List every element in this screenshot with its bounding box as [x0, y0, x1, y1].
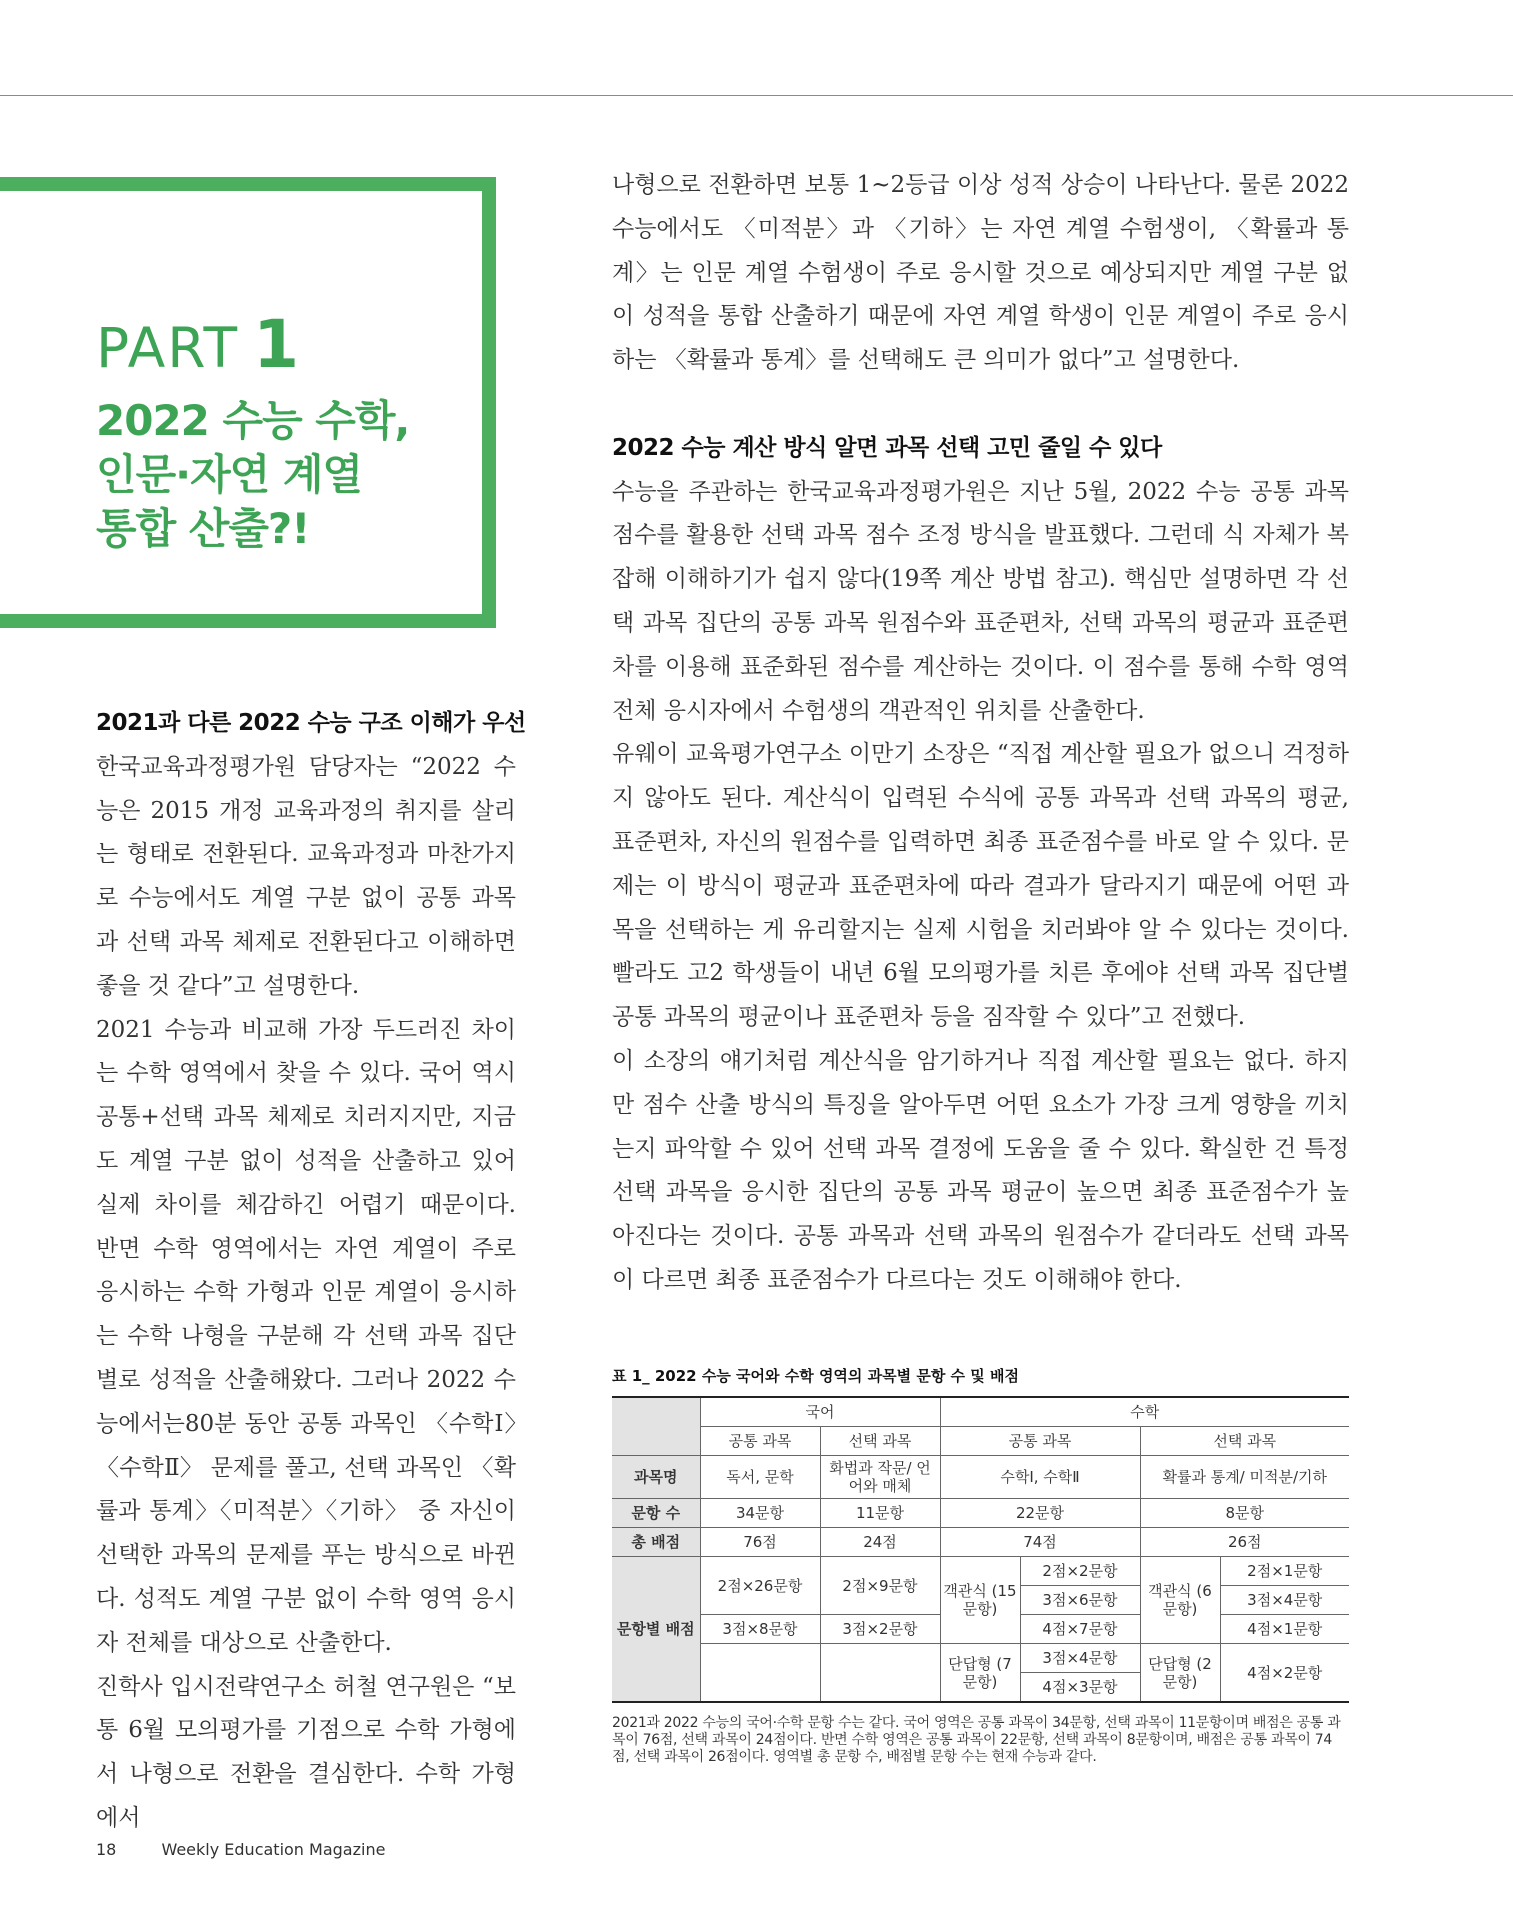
table-cell: 3점×8문항 [700, 1615, 820, 1644]
table-cell: 22문항 [940, 1499, 1140, 1528]
body-paragraph: 이 소장의 얘기처럼 계산식을 암기하거나 직접 계산할 필요는 없다. 하지만 점수 산출 방식의 특징을 알아두면 어떤 요소가 가장 크게 영향을 끼치는지 파악할 수 있어 선택 과목 결정에 도움을 줄 수 있다. 확실한 건 특정 선택 과목을 응시한 집단의 공통 과목 평균이 높으면 최종 표준점수가 높아진다는 것이다. 공통 과목과 선택 과목의 원점수가 같더라도 선택 과목이 다르면 최종 표준점수가 다르다는 것도 이해해야 한다. [612, 1047, 1349, 1293]
left-column [96, 702, 526, 1841]
table-cell: 확률과 통계/ 미적분/기하 [1140, 1456, 1349, 1499]
header-korean: 국어 [700, 1397, 940, 1427]
table-cell: 4점×7문항 [1020, 1615, 1140, 1644]
part-title-line: 인문·자연 계열 [96, 450, 363, 499]
table-cell: 2점×9문항 [820, 1557, 940, 1615]
table-cell: 객관식 (15문항) [940, 1557, 1020, 1644]
table-cell: 단답형 (7문항) [940, 1644, 1020, 1703]
page-number: 18 [96, 1840, 117, 1859]
page-footer [96, 1840, 385, 1859]
row-label: 문항별 배점 [612, 1557, 700, 1703]
table-cell: 11문항 [820, 1499, 940, 1528]
header-elective: 선택 과목 [820, 1427, 940, 1456]
table-cell: 2점×2문항 [1020, 1557, 1140, 1586]
table-cell: 34문항 [700, 1499, 820, 1528]
magazine-name: Weekly Education Magazine [161, 1840, 386, 1859]
body-paragraph: 수능을 주관하는 한국교육과정평가원은 지난 5월, 2022 수능 공통 과목 점수를 활용한 선택 과목 점수 조정 방식을 발표했다. 그런데 식 자체가 복잡해 이해하기가 쉽지 않다(19쪽 계산 방법 참고). 핵심만 설명하면 각 선택 과목 집단의 공통 과목 원점수와 표준편차, 선택 과목의 평균과 표준편차를 이용해 표준화된 점수를 계산하는 것이다. 이 점수를 통해 수학 영역 전체 응시자에서 수험생의 객관적인 위치를 산출한다. [612, 478, 1349, 724]
table-cell: 74점 [940, 1528, 1140, 1557]
top-rule [0, 95, 1513, 96]
part-label: PART 1 [96, 306, 302, 383]
table-note: 2021과 2022 수능의 국어·수학 문항 수는 같다. 국어 영역은 공통 과목이 34문항, 선택 과목이 11문항이며 배점은 공통 과목이 76점, 선택 과목이 24점이다. 반면 수학 영역은 공통 과목이 22문항, 선택 과목이 8문항이며, 배점은 공통 과목이 74점, 선택 과목이 26점이다. 영역별 총 문항 수, 배점별 문항 수는 현재 수능과 같다. [612, 1715, 1341, 1765]
right-column [612, 164, 1349, 1303]
header-common: 공통 과목 [940, 1427, 1140, 1456]
table-cell: 3점×6문항 [1020, 1586, 1140, 1615]
table-cell: 4점×2문항 [1220, 1644, 1349, 1703]
body-paragraph: 나형으로 전환하면 보통 1~2등급 이상 성적 상승이 나타난다. 물론 2022 수능에서도 〈미적분〉과 〈기하〉는 자연 계열 수험생이, 〈확률과 통계〉는 인문 계열 수험생이 주로 응시할 것으로 예상되지만 계열 구분 없이 성적을 통합 산출하기 때문에 자연 계열 학생이 인문 계열이 주로 응시하는 〈확률과 통계〉를 선택해도 큰 의미가 없다”고 설명한다. [612, 172, 1349, 374]
row-label: 문항 수 [612, 1499, 700, 1528]
header-elective: 선택 과목 [1140, 1427, 1349, 1456]
table-cell: 76점 [700, 1528, 820, 1557]
table-cell: 2점×1문항 [1220, 1557, 1349, 1586]
score-table [612, 1396, 1349, 1703]
body-paragraph: 2021 수능과 비교해 가장 두드러진 차이는 수학 영역에서 찾을 수 있다. 국어 역시 공통+선택 과목 체제로 치러지지만, 지금도 계열 구분 없이 성적을 산출하고 있어 실제 차이를 체감하긴 어렵기 때문이다. 반면 수학 영역에서는 자연 계열이 주로 응시하는 수학 가형과 인문 계열이 응시하는 수학 나형을 구분해 각 선택 과목 집단별로 성적을 산출해왔다. 그러나 2022 수능에서는80분 동안 공통 과목인 〈수학Ⅰ〉〈수학Ⅱ〉 문제를 풀고, 선택 과목인 〈확률과 통계〉〈미적분〉〈기하〉 중 자신이 선택한 과목의 문제를 푸는 방식으로 바뀐다. 성적도 계열 구분 없이 수학 영역 응시자 전체를 대상으로 산출한다. [96, 1016, 516, 1656]
score-table-block [612, 1365, 1349, 1766]
table-cell: 26점 [1140, 1528, 1349, 1557]
table-cell: 4점×3문항 [1020, 1673, 1140, 1703]
body-paragraph: 한국교육과정평가원 담당자는 “2022 수능은 2015 개정 교육과정의 취지를 살리는 형태로 전환된다. 교육과정과 마찬가지로 수능에서도 계열 구분 없이 공통 과목과 선택 과목 체제로 전환된다고 이해하면 좋을 것 같다”고 설명한다. [96, 753, 516, 999]
row-label: 총 배점 [612, 1528, 700, 1557]
body-paragraph: 유웨이 교육평가연구소 이만기 소장은 “직접 계산할 필요가 없으니 걱정하지 않아도 된다. 계산식이 입력된 수식에 공통 과목과 선택 과목의 평균, 표준편차, 자신의 원점수를 입력하면 최종 표준점수를 바로 알 수 있다. 문제는 이 방식이 평균과 표준편차에 따라 결과가 달라지기 때문에 어떤 과목을 선택하는 게 유리할지는 실제 시험을 치러봐야 알 수 있다는 것이다. 빨라도 고2 학생들이 내년 6월 모의평가를 치른 후에야 선택 과목 집단별 공통 과목의 평균이나 표준편차 등을 짐작할 수 있다”고 전했다. [612, 741, 1349, 1031]
table-cell: 4점×1문항 [1220, 1615, 1349, 1644]
table-cell: 객관식 (6문항) [1140, 1557, 1220, 1644]
table-cell: 단답형 (2문항) [1140, 1644, 1220, 1703]
table-caption: 표 1_ 2022 수능 국어와 수학 영역의 과목별 문항 수 및 배점 [612, 1367, 1019, 1385]
table-cell: 3점×2문항 [820, 1615, 940, 1644]
header-common: 공통 과목 [700, 1427, 820, 1456]
header-math: 수학 [940, 1397, 1349, 1427]
part-title [96, 394, 486, 556]
section-heading: 2022 수능 계산 방식 알면 과목 선택 고민 줄일 수 있다 [612, 434, 1162, 461]
table-cell: 3점×4문항 [1020, 1644, 1140, 1673]
table-cell: 2점×26문항 [700, 1557, 820, 1615]
table-cell: 독서, 문학 [700, 1456, 820, 1499]
table-cell: 8문항 [1140, 1499, 1349, 1528]
table-cell: 24점 [820, 1528, 940, 1557]
section-heading: 2021과 다른 2022 수능 구조 이해가 우선 [96, 710, 526, 736]
row-label: 과목명 [612, 1456, 700, 1499]
part-number: 1 [253, 306, 302, 383]
part-title-line: 통합 산출?! [96, 504, 310, 553]
table-cell: 3점×4문항 [1220, 1586, 1349, 1615]
part-title-line: 2022 수능 수학, [96, 396, 410, 445]
table-cell: 화법과 작문/ 언어와 매체 [820, 1456, 940, 1499]
body-paragraph: 진학사 입시전략연구소 허철 연구원은 “보통 6월 모의평가를 기점으로 수학 가형에서 나형으로 전환을 결심한다. 수학 가형에서 [96, 1673, 516, 1831]
table-cell: 수학Ⅰ, 수학Ⅱ [940, 1456, 1140, 1499]
